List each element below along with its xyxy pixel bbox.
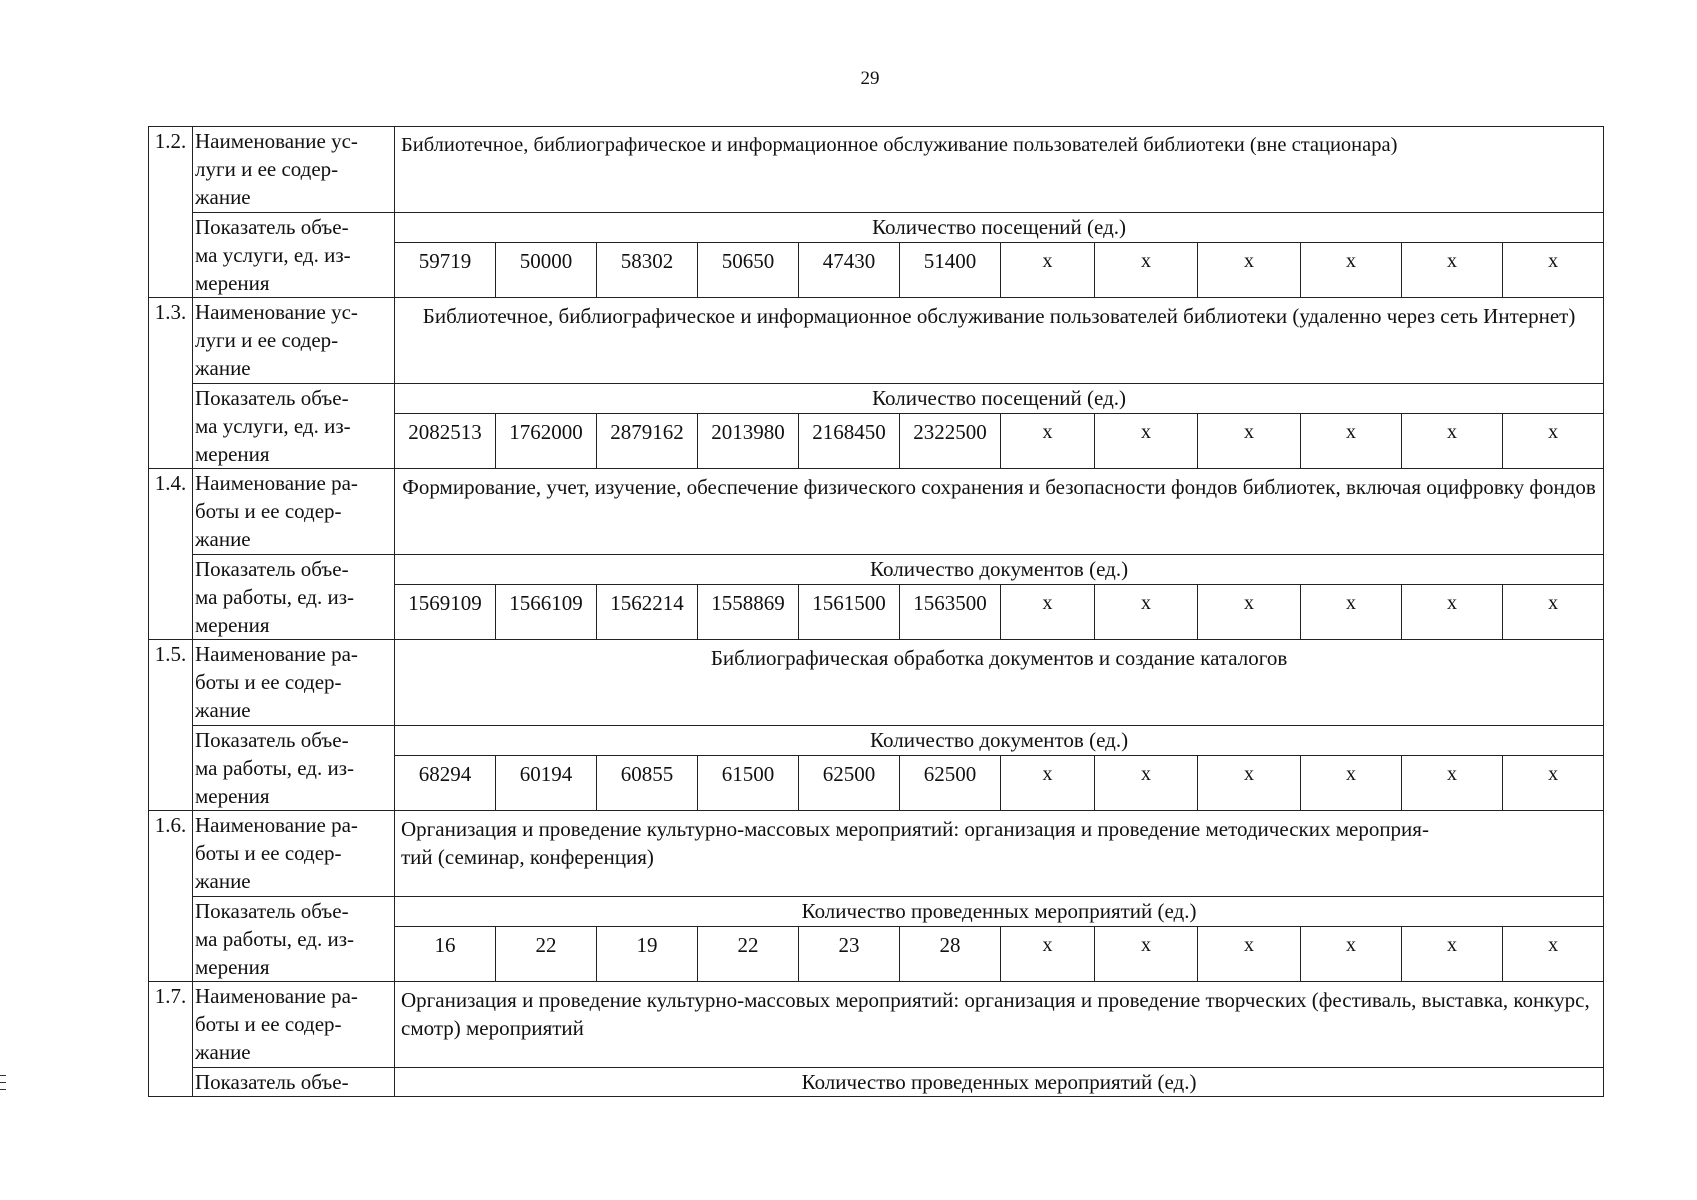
- service-description: Организация и проведение культурно-массовых мероприятий: организация и проведение творческих (фестиваль, выставка, конкурс, смотр) мероприятий: [395, 982, 1604, 1068]
- value-cell: 1566109: [496, 585, 597, 640]
- name-label: Наименование ра- боты и ее содер- жание: [193, 811, 395, 897]
- value-cell: 1558869: [698, 585, 799, 640]
- value-cell: 60855: [597, 756, 698, 811]
- table-row: [149, 982, 1604, 1068]
- value-cell: 1561500: [799, 585, 900, 640]
- value-cell: x: [1001, 243, 1095, 298]
- value-cell: x: [1095, 585, 1198, 640]
- value-cell: 50650: [698, 243, 799, 298]
- table-row: [149, 298, 1604, 384]
- value-cell: 61500: [698, 756, 799, 811]
- table-row: [149, 469, 1604, 555]
- value-cell: 2322500: [900, 414, 1001, 469]
- value-cell: 51400: [900, 243, 1001, 298]
- value-cell: 1762000: [496, 414, 597, 469]
- value-cell: x: [1198, 756, 1301, 811]
- value-cell: x: [1301, 927, 1402, 982]
- indicator-label: Показатель объе- ма услуги, ед. из- мерения: [193, 213, 395, 298]
- value-cell: 60194: [496, 756, 597, 811]
- indicator-title: Количество посещений (ед.): [395, 384, 1604, 414]
- value-cell: 22: [496, 927, 597, 982]
- value-cell: x: [1301, 243, 1402, 298]
- row-number: 1.4.: [149, 469, 193, 640]
- value-cell: x: [1402, 414, 1503, 469]
- value-cell: x: [1503, 927, 1604, 982]
- indicator-title: Количество документов (ед.): [395, 726, 1604, 756]
- value-cell: x: [1301, 585, 1402, 640]
- indicator-title: Количество посещений (ед.): [395, 213, 1604, 243]
- value-cell: 58302: [597, 243, 698, 298]
- table-row: [149, 897, 1604, 927]
- value-cell: x: [1402, 756, 1503, 811]
- indicator-title: Количество проведенных мероприятий (ед.): [395, 897, 1604, 927]
- value-cell: 2879162: [597, 414, 698, 469]
- indicator-label: Показатель объе-: [193, 1068, 395, 1097]
- row-number: 1.2.: [149, 127, 193, 298]
- value-cell: 62500: [900, 756, 1001, 811]
- indicator-label: Показатель объе- ма услуги, ед. из- мерения: [193, 384, 395, 469]
- name-label: Наименование ра- боты и ее содер- жание: [193, 640, 395, 726]
- value-cell: x: [1001, 414, 1095, 469]
- value-cell: 1563500: [900, 585, 1001, 640]
- table-row: [149, 555, 1604, 585]
- value-cell: 62500: [799, 756, 900, 811]
- row-number: 1.7.: [149, 982, 193, 1097]
- value-cell: x: [1503, 414, 1604, 469]
- value-cell: x: [1198, 243, 1301, 298]
- value-cell: 2082513: [395, 414, 496, 469]
- service-description: Библиографическая обработка документов и создание каталогов: [395, 640, 1604, 726]
- value-cell: x: [1402, 927, 1503, 982]
- value-cell: 16: [395, 927, 496, 982]
- service-description: Библиотечное, библиографическое и информационное обслуживание пользователей библиотеки (вне стационара): [395, 127, 1604, 213]
- value-cell: 50000: [496, 243, 597, 298]
- value-cell: x: [1503, 243, 1604, 298]
- value-cell: 23: [799, 927, 900, 982]
- value-cell: 2013980: [698, 414, 799, 469]
- value-cell: x: [1301, 756, 1402, 811]
- value-cell: x: [1001, 756, 1095, 811]
- indicator-label: Показатель объе- ма работы, ед. из- мерения: [193, 897, 395, 982]
- row-number: 1.5.: [149, 640, 193, 811]
- table-row: [149, 213, 1604, 243]
- name-label: Наименование ус- луги и ее содер- жание: [193, 298, 395, 384]
- name-label: Наименование ра- боты и ее содер- жание: [193, 982, 395, 1068]
- value-cell: x: [1001, 927, 1095, 982]
- value-cell: x: [1198, 927, 1301, 982]
- value-cell: x: [1198, 585, 1301, 640]
- name-label: Наименование ус- луги и ее содер- жание: [193, 127, 395, 213]
- value-cell: x: [1095, 756, 1198, 811]
- value-cell: 47430: [799, 243, 900, 298]
- value-cell: 1569109: [395, 585, 496, 640]
- service-description: Библиотечное, библиографическое и информационное обслуживание пользователей библиотеки (удаленно через сеть Интернет): [395, 298, 1604, 384]
- value-cell: x: [1095, 927, 1198, 982]
- row-number: 1.3.: [149, 298, 193, 469]
- name-label: Наименование ра- боты и ее содер- жание: [193, 469, 395, 555]
- value-cell: x: [1001, 585, 1095, 640]
- table-row: [149, 726, 1604, 756]
- table-row: [149, 640, 1604, 726]
- value-cell: x: [1503, 585, 1604, 640]
- page-number: 29: [860, 68, 880, 89]
- indicator-title: Количество проведенных мероприятий (ед.): [395, 1068, 1604, 1097]
- table-row: [149, 1068, 1604, 1097]
- row-number: 1.6.: [149, 811, 193, 982]
- value-cell: 22: [698, 927, 799, 982]
- value-cell: x: [1095, 414, 1198, 469]
- value-cell: x: [1503, 756, 1604, 811]
- value-cell: 68294: [395, 756, 496, 811]
- value-cell: x: [1402, 243, 1503, 298]
- service-description: Формирование, учет, изучение, обеспечение физического сохранения и безопасности фондов библиотек, включая оцифровку фондов: [395, 469, 1604, 555]
- table-row: [149, 384, 1604, 414]
- value-cell: x: [1198, 414, 1301, 469]
- services-table: [148, 126, 1604, 1097]
- margin-marks: [0, 1075, 6, 1096]
- value-cell: 2168450: [799, 414, 900, 469]
- service-description: Организация и проведение культурно-массовых мероприятий: организация и проведение методических мероприя- тий (семинар, конференция): [395, 811, 1604, 897]
- table-row: [149, 127, 1604, 213]
- value-cell: 19: [597, 927, 698, 982]
- value-cell: 28: [900, 927, 1001, 982]
- value-cell: x: [1301, 414, 1402, 469]
- value-cell: 1562214: [597, 585, 698, 640]
- indicator-label: Показатель объе- ма работы, ед. из- мерения: [193, 726, 395, 811]
- indicator-title: Количество документов (ед.): [395, 555, 1604, 585]
- indicator-label: Показатель объе- ма работы, ед. из- мерения: [193, 555, 395, 640]
- value-cell: x: [1402, 585, 1503, 640]
- table-row: [149, 811, 1604, 897]
- value-cell: 59719: [395, 243, 496, 298]
- value-cell: x: [1095, 243, 1198, 298]
